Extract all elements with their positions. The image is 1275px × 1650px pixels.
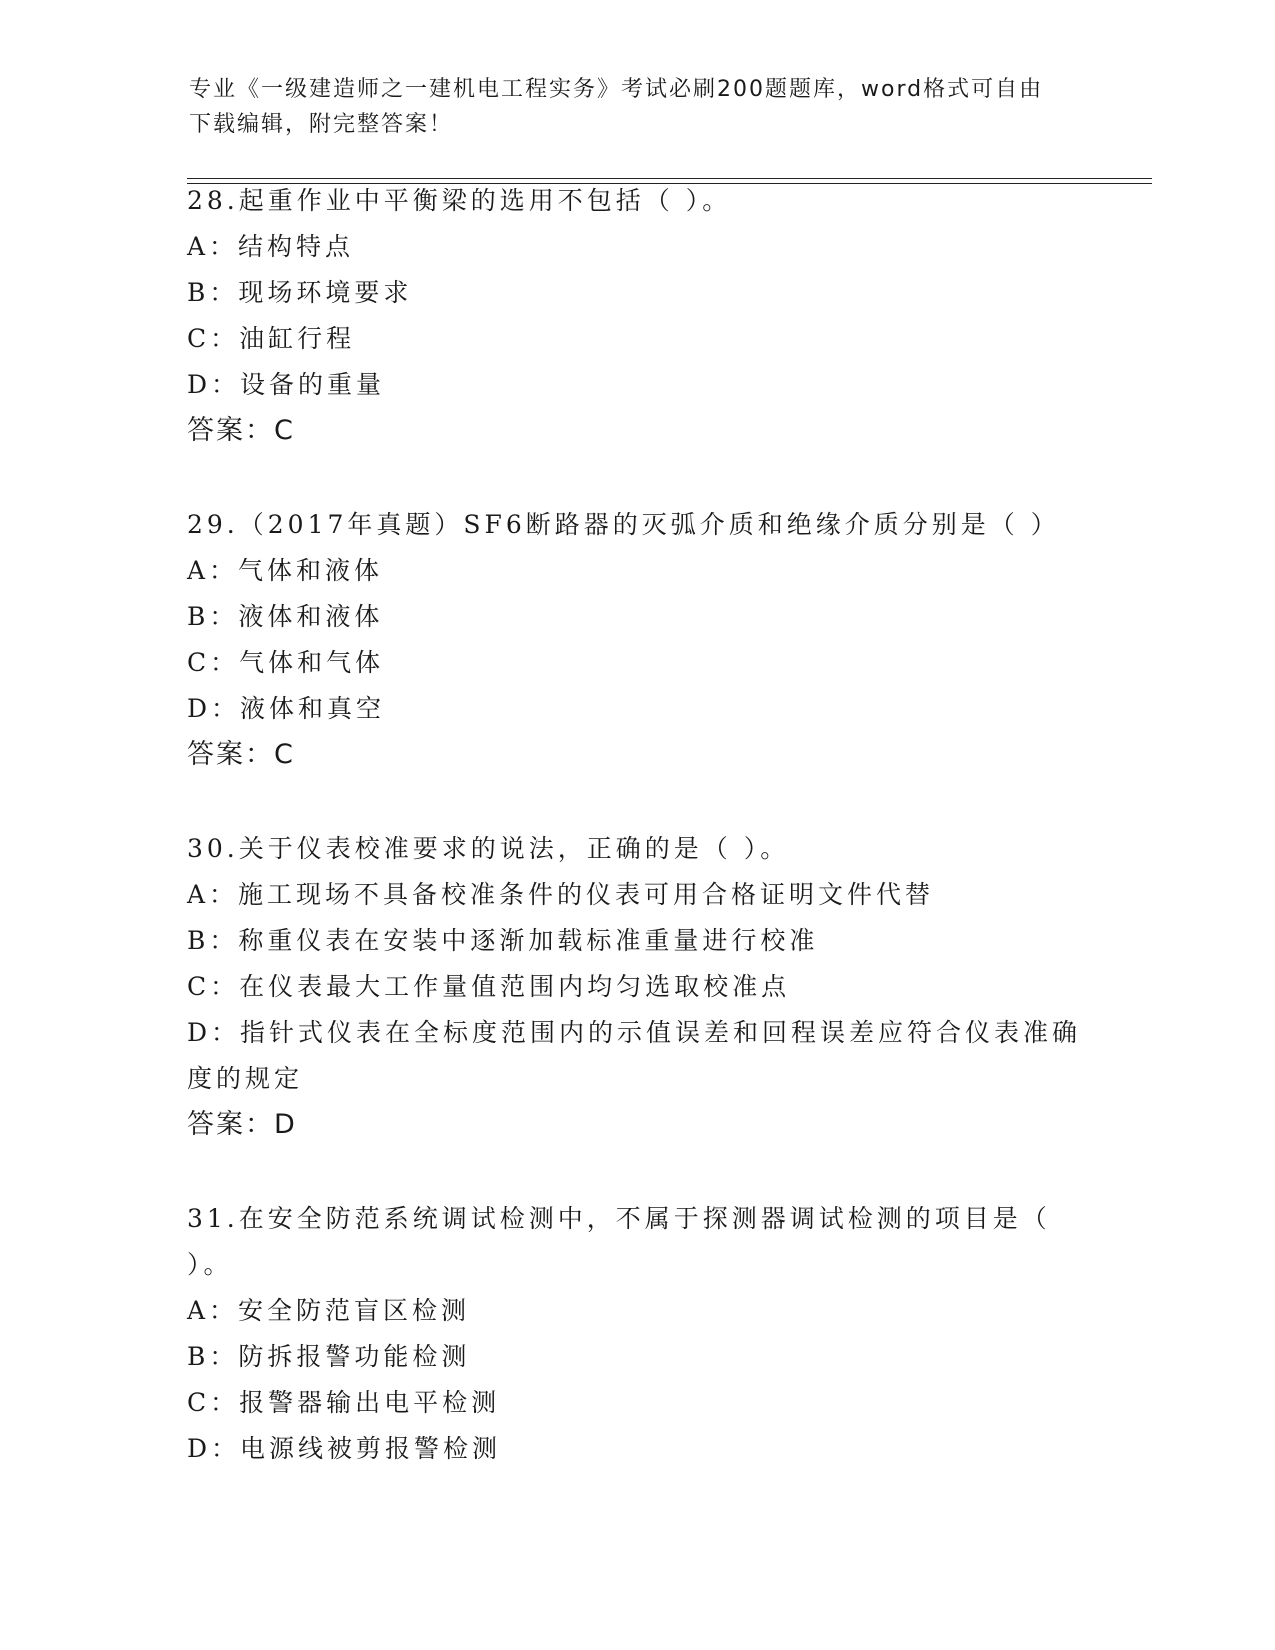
question-stem: 30.关于仪表校准要求的说法，正确的是（ ）。 (187, 834, 790, 863)
answer-value: C (274, 415, 294, 446)
answer-label: 答案： (187, 1109, 274, 1140)
question-28 (187, 178, 1087, 454)
option-a: A：气体和液体 (187, 556, 384, 585)
option-c: C：气体和气体 (187, 648, 385, 677)
answer-value: D (274, 1109, 296, 1140)
question-stem-continued: ）。 (187, 1250, 233, 1279)
header-line-2: 下载编辑，附完整答案！ (189, 112, 454, 137)
option-d: D：指针式仪表在全标度范围内的示值误差和回程误差应符合仪表准确 (187, 1018, 1082, 1047)
option-d: D：液体和真空 (187, 694, 386, 723)
option-b: B：液体和液体 (187, 602, 384, 631)
question-30 (187, 826, 1087, 1148)
option-a: A：结构特点 (187, 232, 355, 261)
option-c: C：油缸行程 (187, 324, 356, 353)
question-31 (187, 1196, 1087, 1472)
answer-line (187, 1102, 1087, 1148)
answer-label: 答案： (187, 739, 274, 770)
document-header (189, 72, 1069, 142)
question-29 (187, 502, 1087, 778)
option-d: D：设备的重量 (187, 370, 386, 399)
question-stem: 31.在安全防范系统调试检测中，不属于探测器调试检测的项目是（ (187, 1204, 1051, 1233)
option-d-continued: 度的规定 (187, 1064, 304, 1093)
answer-label: 答案： (187, 415, 274, 446)
question-stem: 28.起重作业中平衡梁的选用不包括（ ）。 (187, 186, 732, 215)
answer-line (187, 408, 1087, 454)
answer-value: C (274, 739, 294, 770)
option-a: A：施工现场不具备校准条件的仪表可用合格证明文件代替 (187, 880, 935, 909)
option-c: C：报警器输出电平检测 (187, 1388, 501, 1417)
option-b: B：防拆报警功能检测 (187, 1342, 471, 1371)
option-a: A：安全防范盲区检测 (187, 1296, 471, 1325)
answer-line (187, 732, 1087, 778)
question-stem: 29.（2017年真题）SF6断路器的灭弧介质和绝缘介质分别是（ ） (187, 510, 1060, 539)
option-d: D：电源线被剪报警检测 (187, 1434, 502, 1463)
header-line-1: 专业《一级建造师之一建机电工程实务》考试必刷200题题库，word格式可自由 (189, 77, 1044, 102)
option-c: C：在仪表最大工作量值范围内均匀选取校准点 (187, 972, 791, 1001)
option-b: B：现场环境要求 (187, 278, 413, 307)
option-b: B：称重仪表在安装中逐渐加载标准重量进行校准 (187, 926, 819, 955)
